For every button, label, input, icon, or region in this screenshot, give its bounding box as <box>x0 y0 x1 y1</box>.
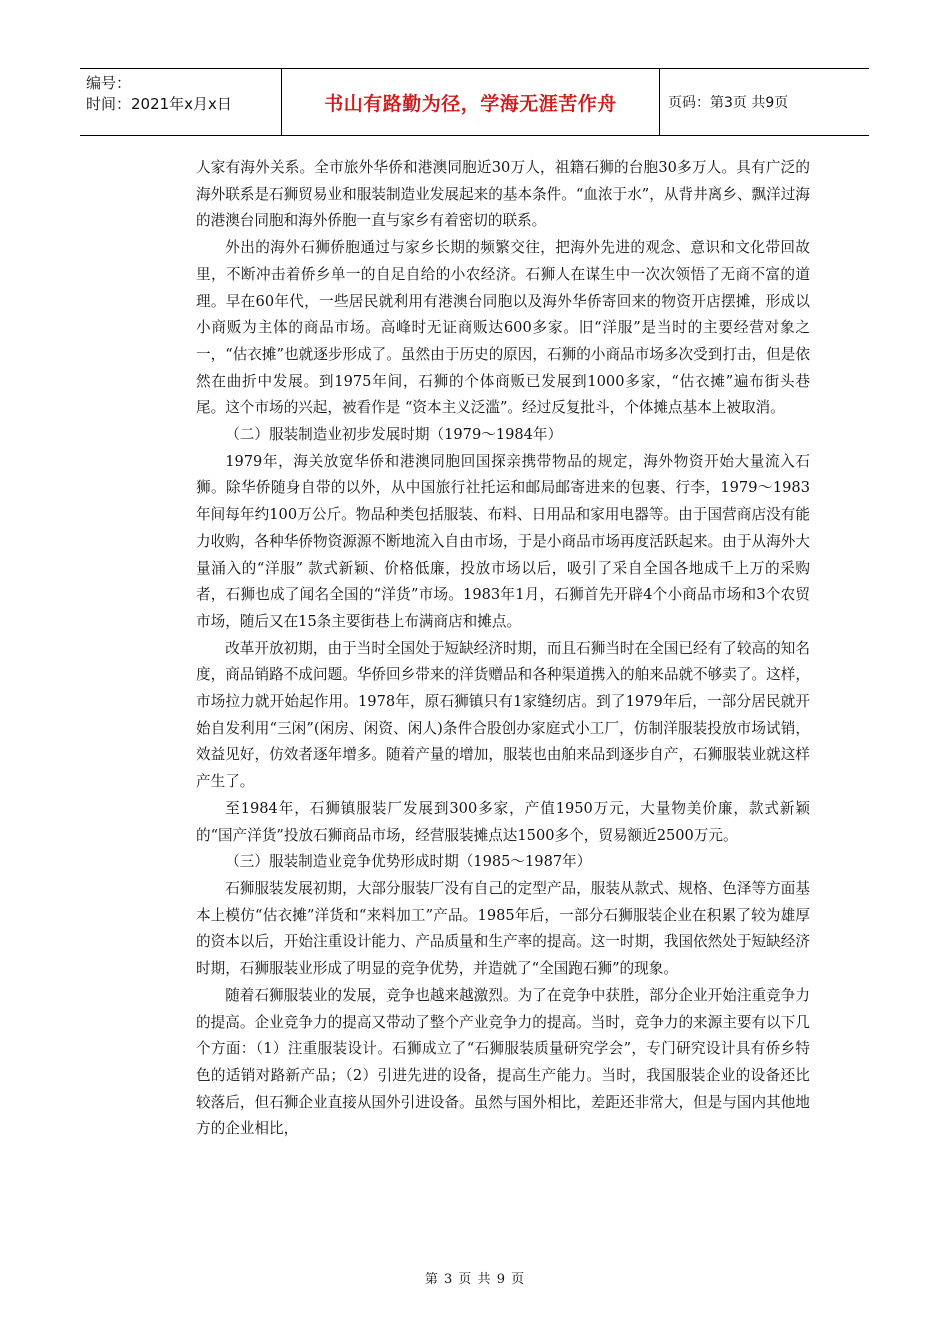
paragraph: 1979年，海关放宽华侨和港澳同胞回国探亲携带物品的规定，海外物资开始大量流入石狮。除华侨随身自带的以外，从中国旅行社托运和邮局邮寄进来的包裹、行李，1979～1983年间每年约100万公斤。物品种类包括服装、布料、日用品和家用电器等。由于国营商店没有能力收购，各种华侨物资源源不断地流入自由市场，于是小商品市场再度活跃起来。由于从海外大量涌入的“洋服” 款式新颖、价格低廉，投放市场以后，吸引了采自全国各地成千上万的采购者，石狮也成了闻名全国的“洋货”市场。1983年1月，石狮首先开辟4个小商品市场和3个农贸市场，随后又在15条主要街巷上布满商店和摊点。 <box>196 452 810 630</box>
header-motto-cell <box>282 69 660 135</box>
page-footer <box>0 1268 950 1287</box>
paragraph: 外出的海外石狮侨胞通过与家乡长期的频繁交往，把海外先进的观念、意识和文化带回故里，不断冲击着侨乡单一的自足自给的小农经济。石狮人在谋生中一次次领悟了无商不富的道理。早在60年代，一些居民就利用有港澳台同胞以及海外华侨寄回来的物资开店摆摊，形成以小商贩为主体的商品市场。高峰时无证商贩达600多家。旧“洋服”是当时的主要经营对象之一，“估衣摊”也就逐步形成了。虽然由于历史的原因，石狮的小商品市场多次受到打击，但是依然在曲折中发展。到1975年间，石狮的个体商贩已发展到1000多家，“估衣摊”遍布街头巷尾。这个市场的兴起，被看作是 “资本主义泛滥”。经过反复批斗，个体摊点基本上被取消。 <box>196 239 810 417</box>
paragraph-continuation: 人家有海外关系。全市旅外华侨和港澳同胞近30万人，祖籍石狮的台胞30多万人。具有广泛的海外联系是石狮贸易业和服装制造业发展起来的基本条件。“血浓于水”，从背井离乡、飘洋过海的港澳台同胞和海外侨胞一直与家乡有着密切的联系。 <box>196 159 810 230</box>
date-label: 时间：2021年x月x日 <box>86 95 232 113</box>
section-heading: （三）服装制造业竞争优势形成时期（1985～1987年） <box>225 853 592 871</box>
section-heading: （二）服装制造业初步发展时期（1979～1984年） <box>225 426 563 444</box>
document-body <box>196 155 810 1143</box>
paragraph: 随着石狮服装业的发展，竞争也越来越激烈。为了在竞争中获胜，部分企业开始注重竞争力的提高。企业竞争力的提高又带动了整个产业竞争力的提高。当时，竞争力的来源主要有以下几个方面：（1）注重服装设计。石狮成立了“石狮服装质量研究学会”，专门研究设计具有侨乡特色的适销对路新产品；（2）引进先进的设备，提高生产能力。当时，我国服装企业的设备还比较落后，但石狮企业直接从国外引进设备。虽然与国外相比，差距还非常大，但是与国内其他地方的企业相比， <box>196 986 810 1138</box>
paragraph: 石狮服装发展初期，大部分服装厂没有自己的定型产品，服装从款式、规格、色泽等方面基本上模仿“估衣摊”洋货和“来料加工”产品。1985年后，一部分石狮服装企业在积累了较为雄厚的资本以后，开始注重设计能力、产品质量和生产率的提高。这一时期，我国依然处于短缺经济时期，石狮服装业形成了明显的竞争优势，并造就了“全国跑石狮”的现象。 <box>196 879 810 978</box>
paragraph: 至1984年，石狮镇服装厂发展到300多家，产值1950万元，大量物美价廉，款式新颖的“国产洋货”投放石狮商品市场，经营服装摊点达1500多个，贸易额近2500万元。 <box>196 799 810 844</box>
header-meta-cell <box>80 69 282 135</box>
header-page-info: 页码：第3页 共9页 <box>668 95 789 111</box>
paragraph: 改革开放初期，由于当时全国处于短缺经济时期，而且石狮当时在全国已经有了较高的知名度，商品销路不成问题。华侨回乡带来的洋货赠品和各种渠道携入的舶来品就不够卖了。这样，市场拉力就开始起作用。1978年，原石狮镇只有1家缝纫店。到了1979年后，一部分居民就开始自发利用“三闲”(闲房、闲资、闲人)条件合股创办家庭式小工厂，仿制洋服装投放市场试销，效益见好，仿效者逐年增多。随着产量的增加，服装也由舶来品到逐步自产，石狮服装业就这样产生了。 <box>196 639 810 791</box>
footer-page-number: 第 3 页 共 9 页 <box>424 1272 526 1287</box>
page-header <box>80 68 869 136</box>
serial-number-label: 编号： <box>86 74 132 92</box>
header-motto: 书山有路勤为径，学海无涯苦作舟 <box>324 92 617 115</box>
header-page-cell <box>660 69 869 135</box>
